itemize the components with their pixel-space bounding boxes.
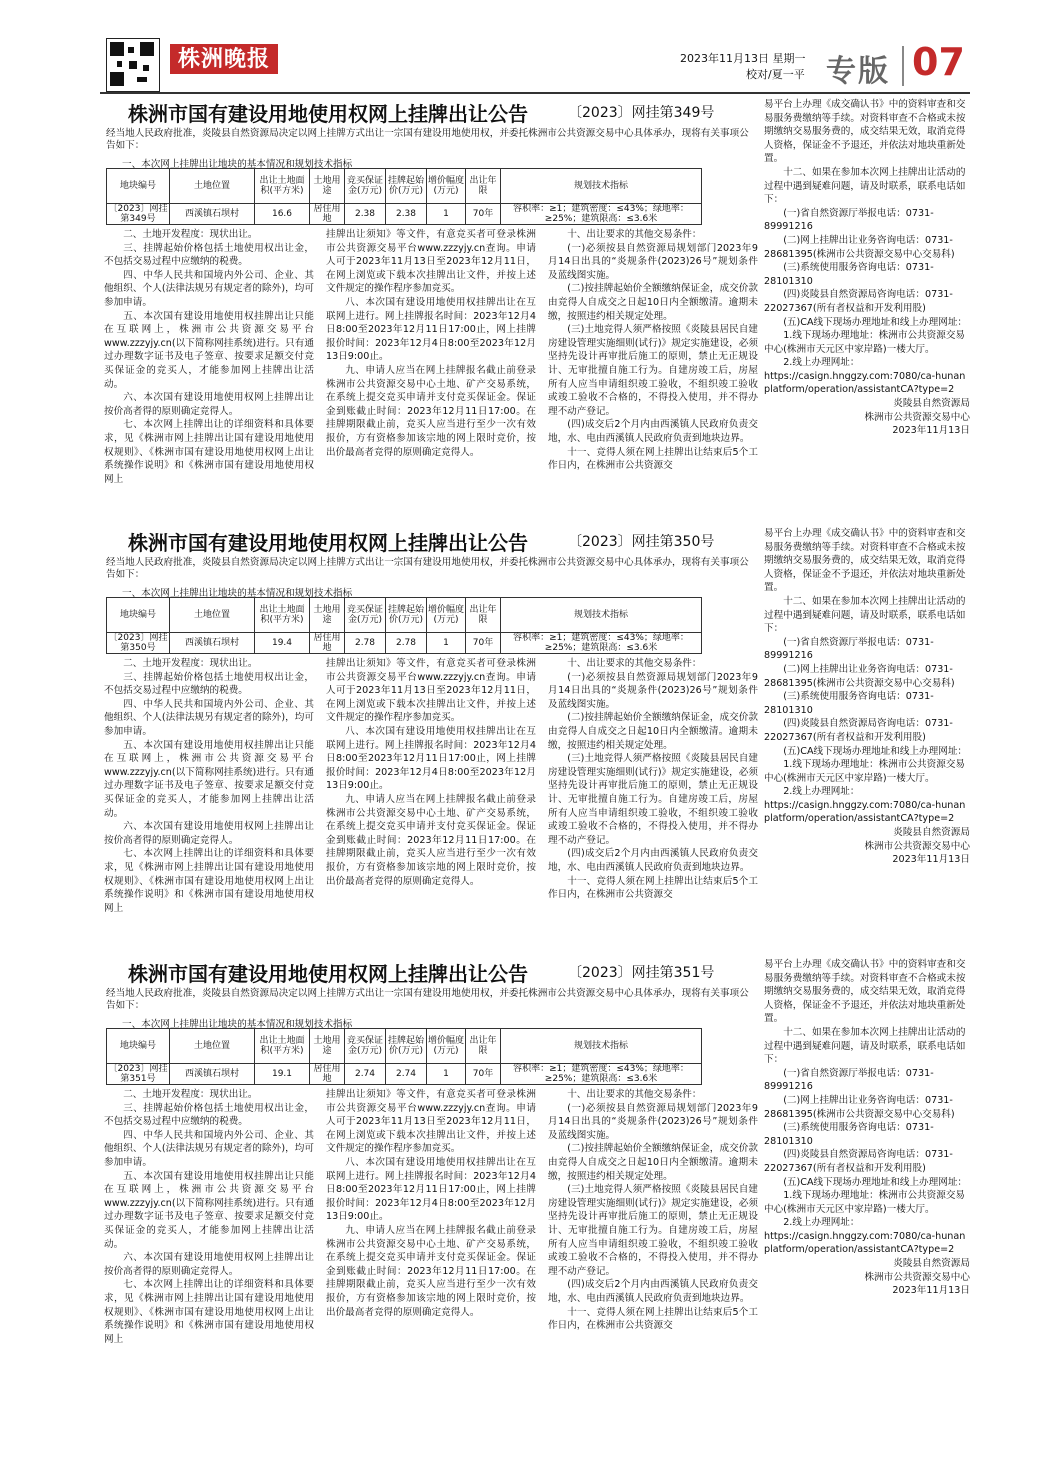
paragraph: 挂牌出让须知》等文件，有意竞买者可登录株洲市公共资源交易平台www.zzzyjy.cn查询。申请人可于2023年11月13日至2023年12月11日，在网上浏览或下载本次挂牌出让文件，并按上述文件规定的操作程序参加竞买。: [326, 229, 536, 295]
paragraph: 八、本次国有建设用地使用权挂牌出让在互联网上进行。网上挂牌报名时间：2023年12月4日8:00至2023年12月11日17:00止，网上挂牌报价时间：2023年12月4日8:00至2023年12月13日9:00止。: [326, 725, 536, 792]
table-caption: 一、本次网上挂牌出让地块的基本情况和规划技术指标: [122, 588, 353, 599]
th-start-price: 挂牌起始价(万元): [386, 169, 427, 204]
th-deposit: 竞买保证金(万元): [345, 169, 386, 204]
th-use: 土地用途: [310, 169, 345, 204]
th-parcel-no: 地块编号: [107, 169, 170, 204]
page-number: 07: [912, 40, 965, 84]
td-increment: 1: [427, 1064, 466, 1085]
paragraph: 三、挂牌起始价格包括土地使用权出让金，不包括交易过程中应缴纳的税费。: [104, 1102, 314, 1128]
paragraph: 九、申请人应当在网上挂牌报名截止前登录株洲市公共资源交易中心土地、矿产交易系统，在系统上提交竞买申请并支付竞买保证金。保证金到账截止时间：2023年12月11日17:00。在挂牌期限截止前，竞买人应当进行至少一次有效报价，方有资格参加该宗地的网上限时竞价，按出价最高者竞得的原则确定竞得人。: [326, 793, 536, 887]
header-rule: [100, 92, 970, 94]
paragraph: (三)系统使用服务咨询电话：0731-28101310: [764, 691, 934, 716]
paragraph: (五)CA线下现场办理地址和线上办理网址：: [783, 745, 968, 757]
th-deposit: 竞买保证金(万元): [345, 598, 386, 633]
td-use: 居住用地: [310, 633, 345, 654]
paragraph: (三)系统使用服务咨询电话：0731-28101310: [764, 262, 934, 287]
td-area: 19.1: [255, 1064, 310, 1085]
body-column-2: [326, 1088, 536, 1398]
paragraph: 三、挂牌起始价格包括土地使用权出让金，不包括交易过程中应缴纳的税费。: [104, 242, 314, 268]
table-row: [107, 1064, 702, 1085]
paragraph: 九、申请人应当在网上挂牌报名截止前登录株洲市公共资源交易中心土地、矿产交易系统，在系统上提交竞买申请并支付竞买保证金。保证金到账截止时间：2023年12月11日17:00。在挂牌期限截止前，竞买人应当进行至少一次有效报价，方有资格参加该宗地的网上限时竞价，按出价最高者竞得的原则确定竞得人。: [326, 1224, 536, 1318]
td-area: 19.4: [255, 633, 310, 654]
ca-url-link[interactable]: https://casign.hnggzy.com:7080/ca-hunanplatform/operation/assistantCA?type=2: [764, 370, 966, 396]
signature-date: 2023年11月13日: [892, 1285, 970, 1297]
td-area: 16.6: [255, 204, 310, 225]
paragraph: (三)土地竞得人须严格按照《炎陵县居民自建房建设管理实施细则(试行)》规定实施建设，必须坚持先设计再审批后施工的原则，禁止无正规设计、无审批擅自施工行为。自建房竣工后，房屋所有人应当申请组织竣工验收，不组织竣工验收或竣工验收不合格的，不得投入使用，并不得办理不动产登记。: [548, 753, 758, 846]
paragraph: (四)成交后2个月内由西溪镇人民政府负责交地，水、电由西溪镇人民政府负责到地块边界。: [548, 848, 758, 873]
table-header-row: [107, 1029, 702, 1064]
paragraph: 六、本次国有建设用地使用权网上挂牌出让按价高者得的原则确定竞得人。: [104, 821, 314, 846]
body-column-1: [104, 1088, 314, 1398]
paragraph: 五、本次国有建设用地使用权挂牌出让只能在互联网上，株洲市公共资源交易平台www.zzzyjy.cn(以下简称网挂系统)进行。只有通过办理数字证书及电子签章、按要求足额交付竞买保证金的竞买人，才能参加网上挂牌出让活动。: [104, 1170, 314, 1250]
th-term: 出让年限: [466, 169, 501, 204]
th-start-price: 挂牌起始价(万元): [386, 1029, 427, 1064]
table-header-row: [107, 169, 702, 204]
paragraph: (一)必须按县自然资源局规划部门2023年9月14日出具的“炎规条件(2023)26号”规划条件及蓝线图实施。: [548, 1102, 758, 1141]
paragraph: 1.线下现场办理地址：株洲市公共资源交易中心(株洲市天元区中家岸路)一楼大厅。: [764, 759, 966, 784]
paragraph: (一)必须按县自然资源局规划部门2023年9月14日出具的“炎规条件(2023)26号”规划条件及蓝线图实施。: [548, 242, 758, 281]
paragraph: 易平台上办理《成交确认书》中的资料审查和交易服务费缴纳等手续。对资料审查不合格或未按期缴纳交易服务费的，成交结果无效，取消竞得人资格，保证金不予退还，并依法对地块重新处置。: [764, 959, 966, 1025]
paragraph: 二、土地开发程度：现状出让。: [123, 1089, 258, 1100]
notice-349-sidebar: [764, 98, 970, 528]
signature-date: 2023年11月13日: [892, 854, 970, 866]
th-use: 土地用途: [310, 598, 345, 633]
paragraph: (四)炎陵县自然资源局咨询电话：0731-22027367(所有者权益和开发利用股): [764, 289, 953, 314]
paragraph: 十、出让要求的其他交易条件：: [567, 229, 702, 240]
paragraph: 六、本次国有建设用地使用权网上挂牌出让按价高者得的原则确定竞得人。: [104, 1252, 314, 1277]
td-term: 70年: [466, 1064, 501, 1085]
notice-number: 〔2023〕网挂第350号: [568, 534, 715, 550]
body-column-3: [548, 657, 758, 967]
th-area: 出让土地面积(平方米): [255, 598, 310, 633]
notice-body: [104, 1088, 760, 1398]
paragraph: (二)网上挂牌出让业务咨询电话：0731-28681395(株洲市公共资源交易中心交易科): [764, 663, 955, 689]
paragraph: (四)成交后2个月内由西溪镇人民政府负责交地，水、电由西溪镇人民政府负责到地块边界。: [548, 419, 758, 444]
paragraph: 十、出让要求的其他交易条件：: [567, 1089, 702, 1100]
paragraph: (一)省自然资源厅举报电话：0731-89991216: [764, 207, 934, 233]
body-column-1: [104, 228, 314, 538]
notice-intro: 经当地人民政府批准，炎陵县自然资源局决定以网上挂牌方式出让一宗国有建设用地使用权，并委托株洲市公共资源交易中心具体承办，现将有关事项公告如下：: [106, 128, 749, 151]
paragraph: 五、本次国有建设用地使用权挂牌出让只能在互联网上，株洲市公共资源交易平台www.zzzyjy.cn(以下简称网挂系统)进行。只有通过办理数字证书及电子签章、按要求足额交付竞买保证金的竞买人，才能参加网上挂牌出让活动。: [104, 739, 314, 819]
issue-date: 2023年11月13日 星期一: [680, 52, 806, 65]
notice-body: [104, 228, 760, 538]
table-row: [107, 204, 702, 225]
parcel-table: [106, 168, 702, 225]
th-area: 出让土地面积(平方米): [255, 169, 310, 204]
paragraph: 2.线上办理网址：: [783, 357, 860, 369]
notice-number: 〔2023〕网挂第351号: [568, 965, 715, 981]
paragraph: 2.线上办理网址：: [783, 1217, 860, 1229]
paragraph: (三)土地竞得人须严格按照《炎陵县居民自建房建设管理实施细则(试行)》规定实施建设，必须坚持先设计再审批后施工的原则，禁止无正规设计、无审批擅自施工行为。自建房竣工后，房屋所有人应当申请组织竣工验收，不组织竣工验收或竣工验收不合格的，不得投入使用，并不得办理不动产登记。: [548, 1184, 758, 1277]
paragraph: (二)按挂牌起始价全额缴纳保证金，成交价款由竞得人自成交之日起10日内全额缴清。逾期未缴，按照违约相关规定处理。: [548, 1143, 758, 1182]
table-header-row: [107, 598, 702, 633]
th-planning: 规划技术指标: [501, 598, 702, 633]
notice-349: [100, 98, 760, 538]
td-deposit: 2.38: [345, 204, 386, 225]
td-deposit: 2.74: [345, 1064, 386, 1085]
signature-bureau: 炎陵县自然资源局: [893, 1258, 970, 1270]
paragraph: 挂牌出让须知》等文件，有意竞买者可登录株洲市公共资源交易平台www.zzzyjy.cn查询。申请人可于2023年11月13日至2023年12月11日，在网上浏览或下载本次挂牌出让文件，并按上述文件规定的操作程序参加竞买。: [326, 1089, 536, 1155]
ca-url-link[interactable]: https://casign.hnggzy.com:7080/ca-hunanplatform/operation/assistantCA?type=2: [764, 799, 966, 825]
paragraph: 六、本次国有建设用地使用权网上挂牌出让按价高者得的原则确定竞得人。: [104, 392, 314, 417]
page-header: [0, 0, 1039, 95]
paragraph: (三)系统使用服务咨询电话：0731-28101310: [764, 1122, 934, 1147]
th-parcel-no: 地块编号: [107, 1029, 170, 1064]
paragraph: 十一、竞得人须在网上挂牌出让结束后5个工作日内，在株洲市公共资源交: [548, 446, 758, 472]
paragraph: 易平台上办理《成交确认书》中的资料审查和交易服务费缴纳等手续。对资料审查不合格或未按期缴纳交易服务费的，成交结果无效，取消竞得人资格，保证金不予退还，并依法对地块重新处置。: [764, 528, 966, 594]
ca-url-link[interactable]: https://casign.hnggzy.com:7080/ca-hunanplatform/operation/assistantCA?type=2: [764, 1230, 966, 1256]
notice-351: [100, 958, 760, 1398]
paragraph: (一)省自然资源厅举报电话：0731-89991216: [764, 1067, 934, 1093]
body-column-3: [548, 228, 758, 538]
paragraph: 三、挂牌起始价格包括土地使用权出让金，不包括交易过程中应缴纳的税费。: [104, 671, 314, 697]
paragraph: 四、中华人民共和国境内外公司、企业、其他组织、个人(法律法规另有规定者的除外)，均可参加申请。: [104, 269, 314, 308]
body-column-2: [326, 228, 536, 538]
td-use: 居住用地: [310, 204, 345, 225]
paragraph: (五)CA线下现场办理地址和线上办理网址：: [783, 316, 968, 328]
td-deposit: 2.78: [345, 633, 386, 654]
th-location: 土地位置: [170, 598, 255, 633]
td-planning: 容积率：≥1；建筑密度：≤43%；绿地率：≥25%；建筑限高：≤3.6米: [501, 633, 702, 654]
table-caption: 一、本次网上挂牌出让地块的基本情况和规划技术指标: [122, 159, 353, 170]
notice-number: 〔2023〕网挂第349号: [568, 105, 715, 121]
paragraph: 七、本次网上挂牌出让的详细资料和具体要求，见《株洲市网上挂牌出让国有建设用地使用权规则》、《株洲市国有建设用地使用权网上出让系统操作说明》和《株洲市国有建设用地使用权网上: [104, 848, 314, 914]
th-parcel-no: 地块编号: [107, 598, 170, 633]
td-use: 居住用地: [310, 1064, 345, 1085]
td-start-price: 2.74: [386, 1064, 427, 1085]
signature-center: 株洲市公共资源交易中心: [864, 1271, 970, 1283]
paragraph: 九、申请人应当在网上挂牌报名截止前登录株洲市公共资源交易中心土地、矿产交易系统，在系统上提交竞买申请并支付竞买保证金。保证金到账截止时间：2023年12月11日17:00。在挂牌期限截止前，竞买人应当进行至少一次有效报价，方有资格参加该宗地的网上限时竞价，按出价最高者竞得的原则确定竞得人。: [326, 364, 536, 458]
header-divider: [902, 46, 904, 86]
paragraph: 七、本次网上挂牌出让的详细资料和具体要求，见《株洲市网上挂牌出让国有建设用地使用权规则》、《株洲市国有建设用地使用权网上出让系统操作说明》和《株洲市国有建设用地使用权网上: [104, 419, 314, 485]
paragraph: (四)炎陵县自然资源局咨询电话：0731-22027367(所有者权益和开发利用股): [764, 718, 953, 743]
th-increment: 增价幅度(万元): [427, 1029, 466, 1064]
td-location: 西溪镇石坝村: [170, 1064, 255, 1085]
paragraph: 二、土地开发程度：现状出让。: [123, 658, 258, 669]
td-parcel-no: 〔2023〕网挂第350号: [107, 633, 170, 654]
notice-body: [104, 657, 760, 967]
td-planning: 容积率：≥1；建筑密度：≤43%；绿地率：≥25%；建筑限高：≤3.6米: [501, 204, 702, 225]
paragraph: 2.线上办理网址：: [783, 786, 860, 798]
th-term: 出让年限: [466, 598, 501, 633]
notice-350: [100, 527, 760, 967]
signature-center: 株洲市公共资源交易中心: [864, 840, 970, 852]
paragraph: 十二、如果在参加本次网上挂牌出让活动的过程中遇到疑难问题，请及时联系，联系电话如下：: [764, 1026, 966, 1066]
paragraph: 八、本次国有建设用地使用权挂牌出让在互联网上进行。网上挂牌报名时间：2023年12月4日8:00至2023年12月11日17:00止，网上挂牌报价时间：2023年12月4日8:00至2023年12月13日9:00止。: [326, 1156, 536, 1223]
td-start-price: 2.78: [386, 633, 427, 654]
paragraph: 十二、如果在参加本次网上挂牌出让活动的过程中遇到疑难问题，请及时联系，联系电话如下：: [764, 166, 966, 206]
notice-intro: 经当地人民政府批准，炎陵县自然资源局决定以网上挂牌方式出让一宗国有建设用地使用权，并委托株洲市公共资源交易中心具体承办，现将有关事项公告如下：: [106, 988, 749, 1011]
td-increment: 1: [427, 633, 466, 654]
proofreader: 校对/夏一平: [746, 68, 805, 81]
paragraph: (一)必须按县自然资源局规划部门2023年9月14日出具的“炎规条件(2023)26号”规划条件及蓝线图实施。: [548, 671, 758, 710]
signature-center: 株洲市公共资源交易中心: [864, 411, 970, 423]
table-caption: 一、本次网上挂牌出让地块的基本情况和规划技术指标: [122, 1019, 353, 1030]
td-planning: 容积率：≥1；建筑密度：≤43%；绿地率：≥25%；建筑限高：≤3.6米: [501, 1064, 702, 1085]
parcel-table: [106, 1028, 702, 1085]
td-term: 70年: [466, 633, 501, 654]
paragraph: 十二、如果在参加本次网上挂牌出让活动的过程中遇到疑难问题，请及时联系，联系电话如下：: [764, 595, 966, 635]
th-planning: 规划技术指标: [501, 1029, 702, 1064]
th-increment: 增价幅度(万元): [427, 169, 466, 204]
td-location: 西溪镇石坝村: [170, 204, 255, 225]
th-location: 土地位置: [170, 1029, 255, 1064]
td-increment: 1: [427, 204, 466, 225]
paragraph: 1.线下现场办理地址：株洲市公共资源交易中心(株洲市天元区中家岸路)一楼大厅。: [764, 1190, 966, 1215]
paragraph: 易平台上办理《成交确认书》中的资料审查和交易服务费缴纳等手续。对资料审查不合格或未按期缴纳交易服务费的，成交结果无效，取消竞得人资格，保证金不予退还，并依法对地块重新处置。: [764, 99, 966, 165]
signature-date: 2023年11月13日: [892, 425, 970, 437]
paragraph: 十一、竞得人须在网上挂牌出让结束后5个工作日内，在株洲市公共资源交: [548, 875, 758, 901]
notice-title: 株洲市国有建设用地使用权网上挂牌出让公告: [128, 962, 528, 986]
paragraph: 1.线下现场办理地址：株洲市公共资源交易中心(株洲市天元区中家岸路)一楼大厅。: [764, 330, 966, 355]
body-column-1: [104, 657, 314, 967]
paragraph: (二)按挂牌起始价全额缴纳保证金，成交价款由竞得人自成交之日起10日内全额缴清。逾期未缴，按照违约相关规定处理。: [548, 712, 758, 751]
notice-title: 株洲市国有建设用地使用权网上挂牌出让公告: [128, 102, 528, 126]
td-term: 70年: [466, 204, 501, 225]
paragraph: (二)网上挂牌出让业务咨询电话：0731-28681395(株洲市公共资源交易中心交易科): [764, 234, 955, 260]
th-use: 土地用途: [310, 1029, 345, 1064]
signature-bureau: 炎陵县自然资源局: [893, 398, 970, 410]
parcel-table: [106, 597, 702, 654]
signature-bureau: 炎陵县自然资源局: [893, 827, 970, 839]
td-parcel-no: 〔2023〕网挂第349号: [107, 204, 170, 225]
notice-intro: 经当地人民政府批准，炎陵县自然资源局决定以网上挂牌方式出让一宗国有建设用地使用权，并委托株洲市公共资源交易中心具体承办，现将有关事项公告如下：: [106, 557, 749, 580]
paragraph: (四)成交后2个月内由西溪镇人民政府负责交地，水、电由西溪镇人民政府负责到地块边界。: [548, 1279, 758, 1304]
paragraph: 四、中华人民共和国境内外公司、企业、其他组织、个人(法律法规另有规定者的除外)，均可参加申请。: [104, 698, 314, 737]
paragraph: 八、本次国有建设用地使用权挂牌出让在互联网上进行。网上挂牌报名时间：2023年12月4日8:00至2023年12月11日17:00止，网上挂牌报价时间：2023年12月4日8:00至2023年12月13日9:00止。: [326, 296, 536, 363]
paragraph: 十、出让要求的其他交易条件：: [567, 658, 702, 669]
th-increment: 增价幅度(万元): [427, 598, 466, 633]
paragraph: (五)CA线下现场办理地址和线上办理网址：: [783, 1176, 968, 1188]
paragraph: 挂牌出让须知》等文件，有意竞买者可登录株洲市公共资源交易平台www.zzzyjy.cn查询。申请人可于2023年11月13日至2023年12月11日，在网上浏览或下载本次挂牌出让文件，并按上述文件规定的操作程序参加竞买。: [326, 658, 536, 724]
masthead-logo: 株洲晚报: [170, 44, 278, 74]
th-term: 出让年限: [466, 1029, 501, 1064]
paragraph: (二)按挂牌起始价全额缴纳保证金，成交价款由竞得人自成交之日起10日内全额缴清。逾期未缴，按照违约相关规定处理。: [548, 283, 758, 322]
paragraph: 四、中华人民共和国境内外公司、企业、其他组织、个人(法律法规另有规定者的除外)，均可参加申请。: [104, 1129, 314, 1168]
body-column-2: [326, 657, 536, 967]
td-start-price: 2.38: [386, 204, 427, 225]
paragraph: (一)省自然资源厅举报电话：0731-89991216: [764, 636, 934, 662]
paragraph: (二)网上挂牌出让业务咨询电话：0731-28681395(株洲市公共资源交易中心交易科): [764, 1094, 955, 1120]
paragraph: 十一、竞得人须在网上挂牌出让结束后5个工作日内，在株洲市公共资源交: [548, 1306, 758, 1332]
notice-title: 株洲市国有建设用地使用权网上挂牌出让公告: [128, 531, 528, 555]
td-parcel-no: 〔2023〕网挂第351号: [107, 1064, 170, 1085]
qr-code-icon: [106, 38, 160, 92]
td-location: 西溪镇石坝村: [170, 633, 255, 654]
th-location: 土地位置: [170, 169, 255, 204]
th-area: 出让土地面积(平方米): [255, 1029, 310, 1064]
body-column-3: [548, 1088, 758, 1398]
paragraph: 五、本次国有建设用地使用权挂牌出让只能在互联网上，株洲市公共资源交易平台www.zzzyjy.cn(以下简称网挂系统)进行。只有通过办理数字证书及电子签章、按要求足额交付竞买保证金的竞买人，才能参加网上挂牌出让活动。: [104, 310, 314, 390]
paragraph: (三)土地竞得人须严格按照《炎陵县居民自建房建设管理实施细则(试行)》规定实施建设，必须坚持先设计再审批后施工的原则，禁止无正规设计、无审批擅自施工行为。自建房竣工后，房屋所有人应当申请组织竣工验收，不组织竣工验收或竣工验收不合格的，不得投入使用，并不得办理不动产登记。: [548, 324, 758, 417]
table-row: [107, 633, 702, 654]
th-planning: 规划技术指标: [501, 169, 702, 204]
paragraph: (四)炎陵县自然资源局咨询电话：0731-22027367(所有者权益和开发利用股): [764, 1149, 953, 1174]
section-name: 专版: [826, 54, 890, 89]
notice-350-sidebar: [764, 527, 970, 957]
paragraph: 七、本次网上挂牌出让的详细资料和具体要求，见《株洲市网上挂牌出让国有建设用地使用权规则》、《株洲市国有建设用地使用权网上出让系统操作说明》和《株洲市国有建设用地使用权网上: [104, 1279, 314, 1345]
paragraph: 二、土地开发程度：现状出让。: [123, 229, 258, 240]
notice-351-sidebar: [764, 958, 970, 1388]
th-deposit: 竞买保证金(万元): [345, 1029, 386, 1064]
th-start-price: 挂牌起始价(万元): [386, 598, 427, 633]
